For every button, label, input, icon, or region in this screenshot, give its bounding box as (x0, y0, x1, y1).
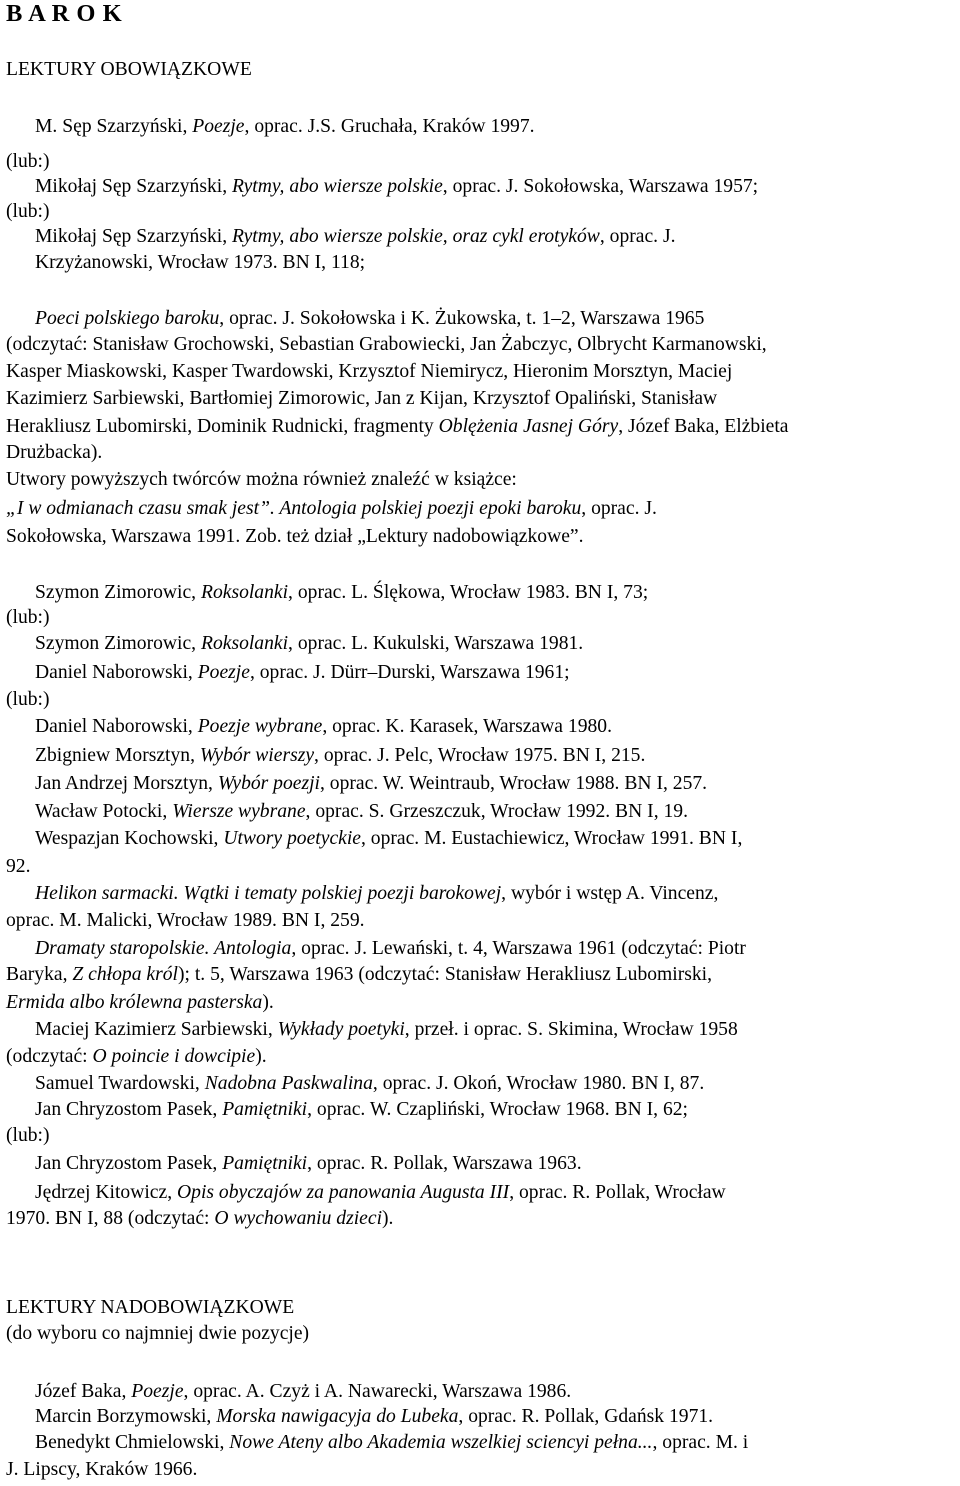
entry-text: Daniel Naborowski, (35, 716, 198, 737)
obligatory-entry-line (6, 415, 788, 439)
title-text: Poezje (131, 1381, 184, 1402)
entry-text: , oprac. J. Sokołowska i K. Żukowska, t. 1–2, Warszawa 1965 (219, 308, 705, 329)
obligatory-entry-line (6, 441, 102, 465)
entry-text: Daniel Naborowski, (35, 662, 198, 683)
entry-text: Szymon Zimorowic, (35, 633, 201, 654)
title-text: Wiersze wybrane (172, 801, 306, 822)
obligatory-entry-line (35, 1181, 726, 1205)
obligatory-entry-line (35, 1018, 738, 1042)
title-text: Ermida albo królewna pasterska (6, 992, 263, 1013)
title-text: Pamiętniki (222, 1153, 308, 1174)
obligatory-entry-line (6, 688, 50, 712)
entry-text: J. Lipscy, Kraków 1966. (6, 1459, 198, 1480)
title-text: Nowe Ateny albo Akademia wszelkiej sciencyi pełna... (229, 1432, 653, 1453)
entry-text: (lub:) (6, 151, 50, 172)
entry-text: Utwory powyższych twórców można również znaleźć w książce: (6, 469, 517, 490)
entry-text: Maciej Kazimierz Sarbiewski, (35, 1019, 278, 1040)
section-heading-optional: LEKTURY NADOBOWIĄZKOWE (6, 1297, 295, 1318)
title-text: Wykłady poetyki (277, 1019, 405, 1040)
obligatory-entry-line (6, 333, 767, 357)
title-text: Nadobna Paskwalina (204, 1073, 373, 1094)
entry-text: Benedykt Chmielowski, (35, 1432, 230, 1453)
obligatory-entry-line (35, 1098, 688, 1122)
entry-text: , oprac. L. Kukulski, Warszawa 1981. (288, 633, 584, 654)
entry-text: , oprac. J. (581, 498, 657, 519)
title-text: Opis obyczajów za panowania Augusta III (177, 1182, 510, 1203)
entry-text: Baryka, (6, 964, 73, 985)
entry-text: Zbigniew Morsztyn, (35, 745, 200, 766)
entry-text: , oprac. R. Pollak, Wrocław (509, 1182, 726, 1203)
obligatory-entry-line (6, 387, 717, 411)
entry-text: Jędrzej Kitowicz, (35, 1182, 177, 1203)
entry-text: , oprac. W. Czapliński, Wrocław 1968. BN I, 62; (307, 1099, 688, 1120)
entry-text: , oprac. L. Ślękowa, Wrocław 1983. BN I, 73; (288, 582, 649, 603)
obligatory-entry-line (35, 225, 676, 249)
title-text: „I w odmianach czasu smak jest”. Antologia polskiej poezji epoki baroku (6, 498, 582, 519)
obligatory-entry-line (6, 963, 712, 987)
entry-text: ). (255, 1046, 267, 1067)
title-text: Poezje (192, 116, 245, 137)
title-text: Roksolanki (200, 582, 289, 603)
obligatory-entry-line (35, 937, 746, 961)
entry-text: Krzyżanowski, Wrocław 1973. BN I, 118; (35, 252, 366, 273)
title-text: Oblężenia Jasnej Góry (438, 416, 619, 437)
obligatory-entry-line (35, 744, 645, 768)
entry-text: (lub:) (6, 689, 50, 710)
entry-text: , oprac. R. Pollak, Gdańsk 1971. (458, 1406, 714, 1427)
entry-text: ). (382, 1208, 394, 1229)
entry-text: (lub:) (6, 201, 50, 222)
obligatory-entry-line (6, 200, 50, 224)
entry-text: , oprac. J. Dürr–Durski, Warszawa 1961; (249, 662, 570, 683)
entry-text: Samuel Twardowski, (35, 1073, 205, 1094)
entry-text: , oprac. J.S. Gruchała, Kraków 1997. (244, 116, 535, 137)
entry-text: 92. (6, 856, 31, 877)
optional-entry-line (35, 1405, 713, 1429)
entry-text: 1970. BN I, 88 (odczytać: (6, 1208, 215, 1229)
entry-text: Sokołowska, Warszawa 1991. Zob. też dział „Lektury nadobowiązkowe”. (6, 526, 584, 547)
entry-text: , Józef Baka, Elżbieta (618, 416, 789, 437)
entry-text: Herakliusz Lubomirski, Dominik Rudnicki, fragmenty (6, 416, 439, 437)
entry-text: ). (262, 992, 274, 1013)
obligatory-entry-line (35, 800, 688, 824)
entry-text: , oprac. J. Okoń, Wrocław 1980. BN I, 87. (372, 1073, 705, 1094)
entry-text: Mikołaj Sęp Szarzyński, (35, 226, 232, 247)
obligatory-entry-line (6, 468, 517, 492)
title-text: O wychowaniu dzieci (214, 1208, 383, 1229)
title-text: Poezje (197, 662, 250, 683)
entry-text: , wybór i wstęp A. Vincenz, (501, 883, 719, 904)
obligatory-entry-line (35, 772, 707, 796)
obligatory-entry-line (35, 251, 365, 275)
title-text: Wybór poezji (217, 773, 320, 794)
entry-text: Marcin Borzymowski, (35, 1406, 217, 1427)
title-text: Rytmy, abo wiersze polskie, oraz cykl erotyków (232, 226, 600, 247)
obligatory-entry-line (6, 909, 365, 933)
obligatory-entry-line (35, 632, 583, 656)
entry-text: Kazimierz Sarbiewski, Bartłomiej Zimorowic, Jan z Kijan, Krzysztof Opaliński, Stanisław (6, 388, 718, 409)
section-subheading-optional: (do wyboru co najmniej dwie pozycje) (6, 1323, 310, 1344)
obligatory-entry-line (6, 497, 657, 521)
section-heading-obligatory: LEKTURY OBOWIĄZKOWE (6, 59, 252, 80)
entry-text: oprac. M. Malicki, Wrocław 1989. BN I, 259. (6, 910, 365, 931)
entry-text: , oprac. S. Grzeszczuk, Wrocław 1992. BN I, 19. (305, 801, 688, 822)
entry-text: , oprac. K. Karasek, Warszawa 1980. (322, 716, 612, 737)
obligatory-entry-line (35, 1152, 582, 1176)
obligatory-entry-line (6, 1207, 393, 1231)
obligatory-entry-line (6, 1045, 267, 1069)
obligatory-entry-line (35, 882, 718, 906)
title-text: O poincie i dowcipie (92, 1046, 256, 1067)
entry-text: , oprac. R. Pollak, Warszawa 1963. (307, 1153, 582, 1174)
entry-text: (lub:) (6, 607, 50, 628)
title-text: Utwory poetyckie (223, 828, 361, 849)
entry-text: Drużbacka). (6, 442, 103, 463)
obligatory-entry-line (35, 827, 742, 851)
optional-entry-line (6, 1458, 197, 1482)
obligatory-entry-line (35, 115, 535, 139)
optional-entry-line (35, 1380, 571, 1404)
entry-text: Józef Baka, (35, 1381, 132, 1402)
entry-text: Mikołaj Sęp Szarzyński, (35, 176, 232, 197)
title-text: Rytmy, abo wiersze polskie (232, 176, 443, 197)
entry-text: , oprac. J. Pelc, Wrocław 1975. BN I, 215. (314, 745, 646, 766)
obligatory-entry-line (35, 661, 570, 685)
obligatory-entry-line (6, 1124, 50, 1148)
entry-text: ); t. 5, Warszawa 1963 (odczytać: Stanisław Herakliusz Lubomirski, (177, 964, 713, 985)
title-text: Pamiętniki (222, 1099, 308, 1120)
entry-text: Jan Andrzej Morsztyn, (35, 773, 218, 794)
obligatory-entry-line (35, 715, 612, 739)
title-text: Wybór wierszy (199, 745, 315, 766)
entry-text: (lub:) (6, 1125, 50, 1146)
obligatory-entry-line (6, 525, 584, 549)
entry-text: , przeł. i oprac. S. Skimina, Wrocław 1958 (404, 1019, 738, 1040)
entry-text: , oprac. M. Eustachiewicz, Wrocław 1991. BN I, (360, 828, 743, 849)
entry-text: (odczytać: (6, 1046, 93, 1067)
title-text: Morska nawigacyja do Lubeka (216, 1406, 459, 1427)
entry-text: , oprac. J. Sokołowska, Warszawa 1957; (442, 176, 759, 197)
entry-text: , oprac. J. Lewański, t. 4, Warszawa 1961 (odczytać: Piotr (291, 938, 746, 959)
entry-text: Kasper Miaskowski, Kasper Twardowski, Krzysztof Niemirycz, Hieronim Morsztyn, Maciej (6, 361, 733, 382)
obligatory-entry-line (6, 855, 31, 879)
title-text: Roksolanki (200, 633, 289, 654)
obligatory-entry-line (35, 581, 648, 605)
obligatory-entry-line (35, 307, 704, 331)
entry-text: , oprac. J. (599, 226, 676, 247)
title-text: Poezje wybrane (197, 716, 323, 737)
entry-text: Wespazjan Kochowski, (35, 828, 224, 849)
entry-text: Jan Chryzostom Pasek, (35, 1099, 223, 1120)
entry-text: Wacław Potocki, (35, 801, 173, 822)
title-text: Helikon sarmacki. Wątki i tematy polskiej poezji barokowej (35, 883, 502, 904)
entry-text: , oprac. A. Czyż i A. Nawarecki, Warszawa 1986. (183, 1381, 572, 1402)
optional-entry-line (35, 1431, 748, 1455)
entry-text: Szymon Zimorowic, (35, 582, 201, 603)
title-text: Poeci polskiego baroku (35, 308, 220, 329)
title-text: Dramaty staropolskie. Antologia (35, 938, 292, 959)
obligatory-entry-line (6, 360, 732, 384)
obligatory-entry-line (6, 150, 50, 174)
title-text: Z chłopa król (72, 964, 178, 985)
entry-text: (odczytać: Stanisław Grochowski, Sebastian Grabowiecki, Jan Żabczyc, Olbrycht Karmanowski, (6, 334, 767, 355)
entry-text: M. Sęp Szarzyński, (35, 116, 193, 137)
entry-text: Jan Chryzostom Pasek, (35, 1153, 223, 1174)
obligatory-entry-line (6, 991, 274, 1015)
page-title: B A R O K (6, 0, 123, 27)
obligatory-entry-line (35, 1072, 704, 1096)
obligatory-entry-line (6, 606, 50, 630)
entry-text: , oprac. W. Weintraub, Wrocław 1988. BN I, 257. (319, 773, 708, 794)
entry-text: , oprac. M. i (652, 1432, 749, 1453)
obligatory-entry-line (35, 175, 758, 199)
